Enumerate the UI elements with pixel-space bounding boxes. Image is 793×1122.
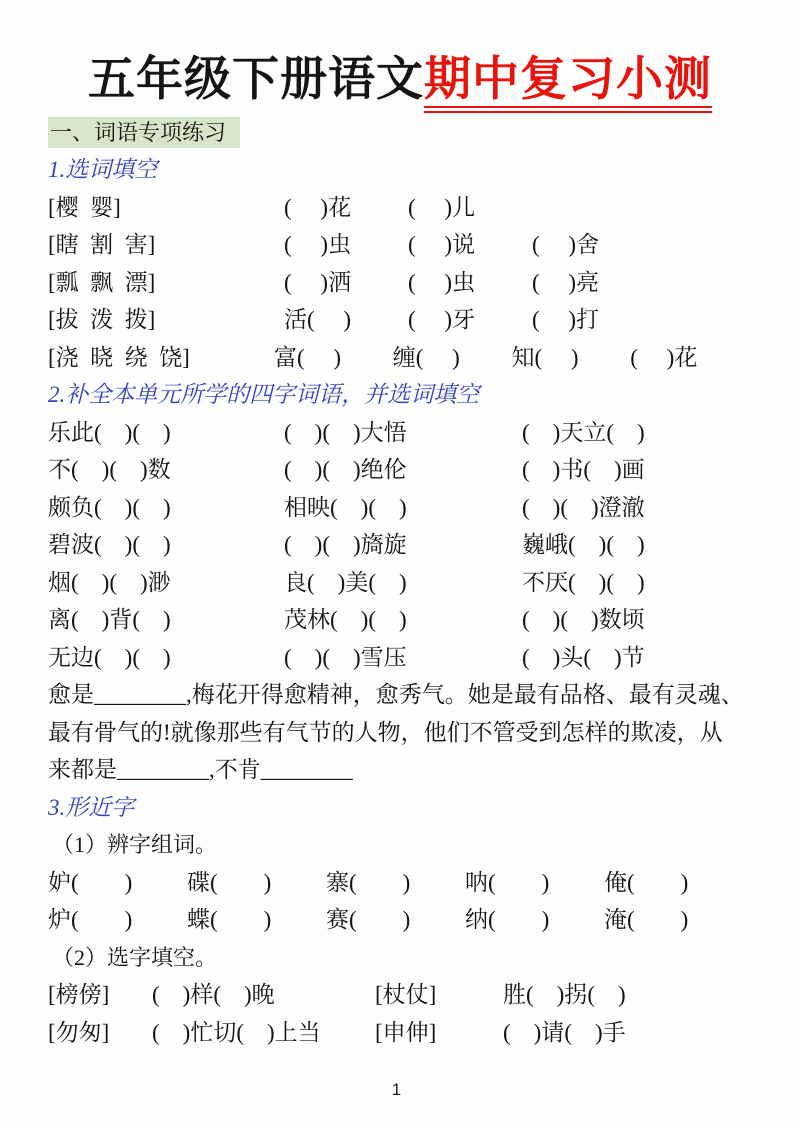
blank-item: ( )虫 — [284, 232, 352, 257]
blank-item: ( )洒 — [284, 269, 352, 295]
idiom-blank: ( )天立( ) — [522, 419, 645, 445]
part1-label-row — [48, 826, 749, 864]
part2-label-row — [48, 939, 749, 977]
idiom-blank: 相映( )( ) — [284, 494, 407, 520]
blank-item: 富( ) — [274, 344, 342, 370]
paragraph-line — [48, 714, 749, 752]
idiom-blank: 颇负( )( ) — [48, 494, 171, 520]
paragraph-text: 来都是________,不肯________ — [48, 757, 353, 782]
sub2-heading: 2.补全本单元所学的四字词语，并选词填空 — [48, 382, 480, 407]
word-bank: [樱 婴] — [48, 194, 121, 220]
blank-item: ( )亮 — [532, 269, 600, 295]
paragraph-text: 最有骨气的!就像那些有气节的人物，他们不管受到怎样的欺凌，从 — [48, 719, 723, 745]
part1-label: （1）辨字组词。 — [52, 832, 218, 857]
blank-item: 知( ) — [511, 344, 579, 370]
part2-label: （2）选字填空。 — [52, 944, 218, 970]
idiom-row — [48, 564, 749, 602]
sub2-heading-row — [48, 376, 749, 414]
idiom-row — [48, 451, 749, 489]
page-title-prefix: 五年级下册语文 — [88, 54, 424, 106]
word-bank: [榜傍] — [48, 982, 110, 1007]
page-title-highlight: 期中复习小测 — [424, 54, 712, 113]
idiom-blank: ( )书( )画 — [522, 457, 645, 482]
idiom-blank: 碧波( )( ) — [48, 532, 171, 557]
char-blank: 寨( ) — [326, 869, 411, 895]
blank-item: ( )打 — [532, 307, 600, 332]
idiom-row — [48, 639, 749, 677]
idiom-blank: ( )( )绝伦 — [284, 457, 407, 482]
blank-item: 胜( )拐( ) — [503, 982, 626, 1007]
blank-item: 缠( ) — [392, 344, 460, 370]
blank-item: ( )花 — [630, 344, 698, 370]
idiom-blank: 离( )背( ) — [48, 607, 171, 632]
word-fill-row — [48, 226, 749, 264]
char-blank: 蝶( ) — [187, 907, 272, 932]
paragraph-line — [48, 751, 749, 789]
idiom-blank: ( )头( )节 — [522, 644, 645, 670]
blank-item: ( )舍 — [532, 232, 600, 257]
sub3-heading-row — [48, 789, 749, 827]
word-bank: [杖仗] — [375, 982, 437, 1007]
idiom-blank: ( )( )雪压 — [284, 644, 407, 670]
word-fill-row — [48, 264, 749, 302]
char-blank: 碟( ) — [187, 869, 272, 895]
char-blank: 纳( ) — [465, 907, 550, 932]
word-bank: [瓢 飘 漂] — [48, 269, 156, 295]
blank-item: 活( ) — [284, 307, 352, 332]
idiom-blank: 不( )( )数 — [48, 457, 171, 482]
compare-chars-row — [48, 901, 749, 939]
sub1-heading: 1.选词填空 — [48, 157, 158, 182]
word-fill-row — [48, 339, 749, 377]
word-fill-row — [48, 301, 749, 339]
char-blank: 赛( ) — [326, 907, 411, 932]
choose-char-row — [48, 1014, 749, 1052]
idiom-row — [48, 489, 749, 527]
char-blank: 俺( ) — [604, 869, 689, 895]
word-bank: [浇 晓 绕 饶] — [48, 344, 190, 370]
idiom-blank: ( )( )数顷 — [522, 607, 645, 632]
idiom-blank: 巍峨( )( ) — [522, 532, 645, 557]
blank-item: ( )牙 — [408, 307, 476, 332]
blank-item: ( )请( )手 — [503, 1019, 626, 1045]
blank-item: ( )儿 — [408, 194, 476, 220]
sub3-heading: 3.形近字 — [48, 794, 135, 820]
idiom-blank: 烟( )( )渺 — [48, 569, 171, 595]
char-blank: 妒( ) — [48, 869, 133, 895]
word-bank: [拔 泼 拨] — [48, 307, 156, 332]
page-title — [88, 50, 749, 110]
blank-item: ( )忙切( )上当 — [152, 1019, 321, 1045]
idiom-blank: ( )( )大悟 — [284, 419, 407, 445]
idiom-row — [48, 526, 749, 564]
char-blank: 呐( ) — [465, 869, 550, 895]
word-bank: [瞎 割 害] — [48, 232, 156, 257]
compare-chars-row — [48, 864, 749, 902]
idiom-blank: ( )( )澄澈 — [522, 494, 645, 520]
paragraph-line — [48, 676, 749, 714]
word-fill-row — [48, 189, 749, 227]
page-number: 1 — [391, 1080, 402, 1099]
word-bank: [申伸] — [375, 1019, 437, 1045]
idiom-blank: 不厌( )( ) — [522, 569, 645, 595]
idiom-blank: 无边( )( ) — [48, 644, 171, 670]
word-bank: [勿匆] — [48, 1019, 110, 1045]
blank-item: ( )花 — [284, 194, 352, 220]
blank-item: ( )样( )晚 — [152, 982, 275, 1007]
char-blank: 炉( ) — [48, 907, 133, 932]
choose-char-row — [48, 976, 749, 1014]
idiom-row — [48, 414, 749, 452]
blank-item: ( )说 — [408, 232, 476, 257]
char-blank: 淹( ) — [604, 907, 689, 932]
paragraph-text: 愈是________,梅花开得愈精神，愈秀气。她是最有品格、最有灵魂、 — [48, 682, 744, 707]
idiom-blank: 乐此( )( ) — [48, 419, 171, 445]
sub1-heading-row — [48, 151, 749, 189]
section-header: 一、词语专项练习 — [48, 117, 240, 148]
idiom-blank: ( )( )旖旋 — [284, 532, 407, 557]
idiom-row — [48, 601, 749, 639]
idiom-blank: 茂林( )( ) — [284, 607, 407, 632]
idiom-blank: 良( )美( ) — [284, 569, 407, 595]
section-header-row — [48, 114, 749, 151]
blank-item: ( )虫 — [408, 269, 476, 295]
